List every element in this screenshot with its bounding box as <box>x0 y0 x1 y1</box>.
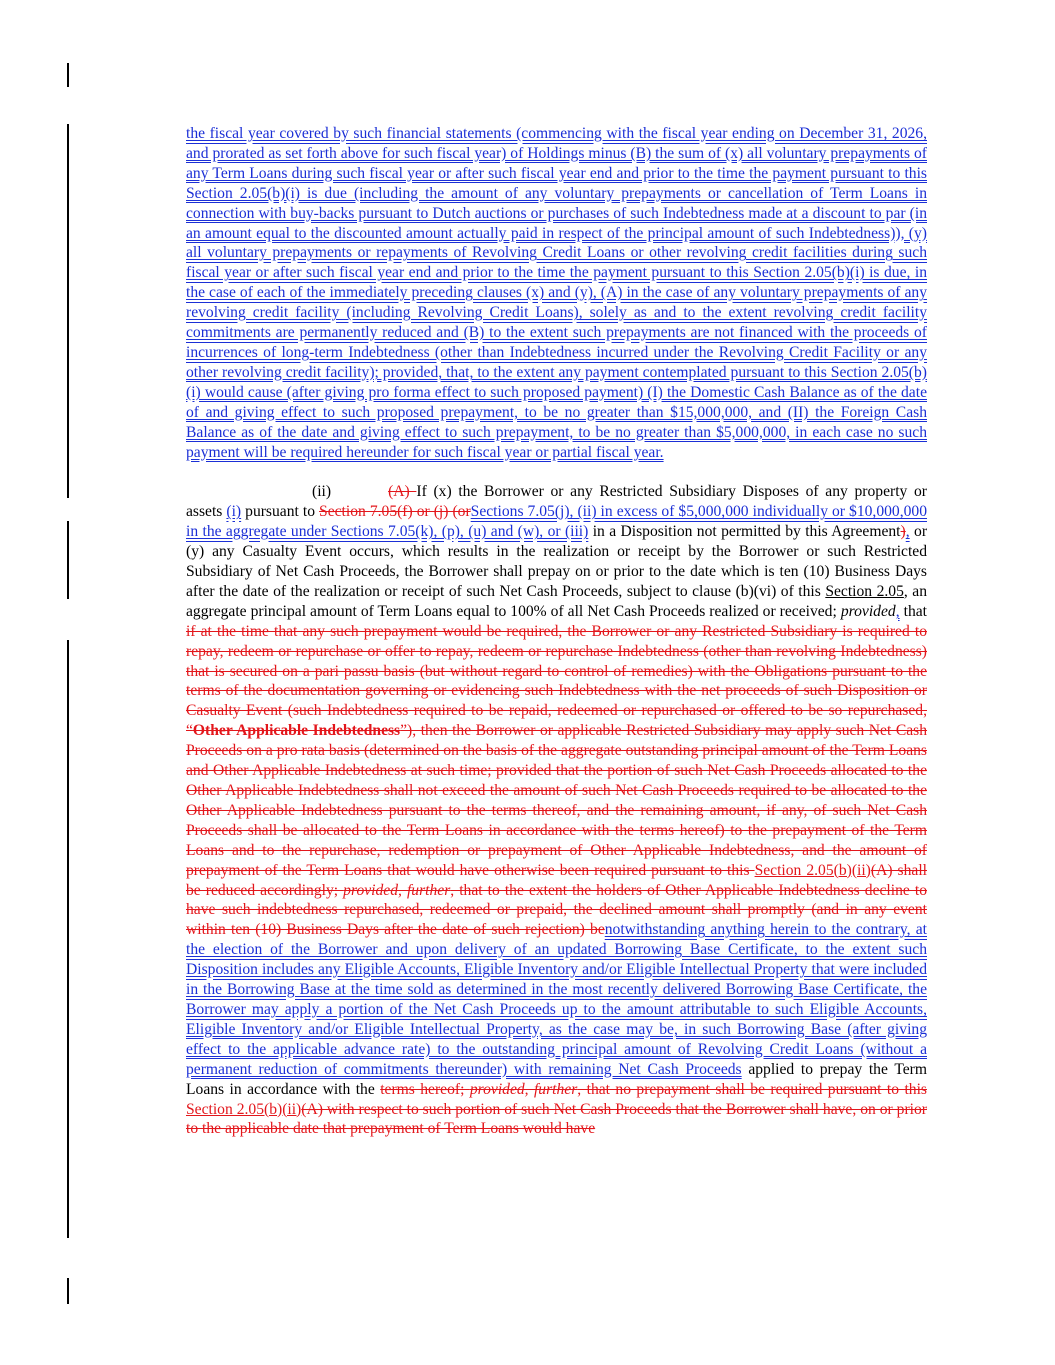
deleted-text: if at the time that any such prepayment would be required, the Borrower or any Restricted Subsidiary is required to repay, redeem or repurchase or offer to repay, redeem or repurchase Indebtedness (other than revolving Indebtedness) that is secured on a pari passu basis (but without regard to control of remedies) with the Obligations pursuant to the terms of the documentation governing or evidencing such Indebtedness with the net proceeds of such Disposition or Casualty Event (such Indebtedness required to be repaid, redeemed or repurchased or offered to be so repurchased, “ <box>186 622 927 740</box>
deleted-text: ) <box>900 523 906 541</box>
body-text: or (y) any Casualty Event occurs, which results in the realization or receipt by the Borrower or such Restricted Subsidiary of Net Cash Proceeds, the Borrower shall prepay on or prior to the date which is ten (10) Business Days after the date of the realization or receipt of such Net Cash Proceeds, subject to clause (b)(vi) of this <box>186 523 928 600</box>
deleted-text: (A) shall be reduced accordingly; <box>186 861 927 899</box>
deleted-text: (A) with respect to such portion of such Net Cash Proceeds that the Borrower shall have, on or prior to the applicable date that prepayment of Term Loans would have <box>186 1100 927 1138</box>
deleted-text: Section 7.05(f) or (j) (or <box>319 503 471 521</box>
body-text: pursuant to <box>241 503 320 521</box>
body-text: that <box>899 602 927 620</box>
deleted-text: , that no prepayment shall be required pursuant to this <box>577 1080 927 1098</box>
inserted-text: Sections 7.05(j), (ii) in excess of $5,000,000 individually or $10,000,000 in the aggregate under Sections 7.05(k), (p), (u) and (w), or (iii) <box>186 503 927 541</box>
deleted-italic-term: provided, further <box>343 881 451 899</box>
document-body <box>186 124 927 1139</box>
clause-label: (ii) <box>312 483 332 501</box>
inserted-text: (i) <box>226 503 242 521</box>
change-bar <box>67 640 69 1238</box>
change-bar <box>67 124 69 498</box>
inserted-text: , <box>895 602 900 620</box>
body-text: applied to prepay the Term Loans in accordance with the <box>186 1060 927 1098</box>
deleted-text: terms hereof; <box>380 1080 470 1098</box>
body-text: If (x) the Borrower or any Restricted Subsidiary Disposes of any property or assets <box>186 483 927 521</box>
body-text: in a Disposition not permitted by this Agreement <box>588 523 901 541</box>
section-reference: Section 2.05 <box>825 582 904 600</box>
deleted-text: , that to the extent the holders of Other Applicable Indebtedness decline to have such indebtedness repurchased, redeemed or prepaid, the declined amount shall promptly (and in any event within ten (10) Business Days after the date of such rejection) be <box>186 881 927 939</box>
deleted-text: ”), then the Borrower or applicable Restricted Subsidiary may apply such Net Cash Proceeds on a pro rata basis (determined on the basis of the aggregate outstanding principal amount of the Term Loans and Other Applicable Indebtedness at such time; provided that the portion of such Net Cash Proceeds allocated to the Other Applicable Indebtedness shall not exceed the amount of such Net Cash Proceeds required to be allocated to the Other Applicable Indebtedness pursuant to the terms thereof, and the remaining amount, if any, of such Net Cash Proceeds shall be allocated to the Term Loans in accordance with the terms hereof) to the prepayment of the Term Loans and to the repurchase, redemption or prepayment of Other Applicable Indebtedness, and the amount of prepayment of the Term Loans that would have otherwise been required pursuant to this <box>186 722 928 879</box>
change-bar <box>67 1278 69 1304</box>
inserted-text: notwithstanding anything herein to the contrary, at the election of the Borrower and upon delivery of an updated Borrowing Base Certificate, to the extent such Disposition includes any Eligible Accounts, Eligible Inventory and/or Eligible Intellectual Property that were included in the Borrowing Base at the time sold as determined in the most recently delivered Borrowing Base Certificate, the Borrower may apply a portion of the Net Cash Proceeds up to the amount attributable to such Eligible Accounts, Eligible Inventory and/or Eligible Intellectual Property, as the case may be, in such Borrowing Base (after giving effect to the applicable advance rate) to the outstanding principal amount of Revolving Credit Loans (without a permanent reduction of commitments thereunder) with remaining Net Cash Proceeds <box>186 921 927 1078</box>
body-text: , an aggregate principal amount of Term Loans equal to 100% of all Net Cash Proceeds realized or received; <box>186 582 928 620</box>
paragraph-excess-cash-flow <box>186 124 927 462</box>
inserted-text: , <box>905 523 910 541</box>
change-bar <box>67 63 69 87</box>
change-bar <box>67 521 69 599</box>
deleted-italic-term: provided, further <box>469 1080 578 1098</box>
deleted-section-reference: Section 2.05(b)(ii) <box>754 861 871 879</box>
deleted-defined-term: Other Applicable Indebtedness <box>192 722 401 740</box>
paragraph-spacer <box>186 462 927 482</box>
italic-term: provided <box>840 602 896 620</box>
inserted-text: the fiscal year covered by such financial statements (commencing with the fiscal year ending on December 31, 2026, and prorated as set forth above for such fiscal year) of Holdings minus (B) the sum of (x) all voluntary prepayments of any Term Loans during such fiscal year or after such fiscal year end and prior to the time the payment pursuant to this Section 2.05(b)(i) is due (including the amount of any voluntary prepayments or cancellation of Term Loans in connection with buy-backs pursuant to Dutch auctions or purchases of such Indebtedness made at a discount to par (in an amount equal to the discounted amount actually paid in respect of the principal amount of such Indebtedness)), (y) all voluntary prepayments or repayments of Revolving Credit Loans or other revolving credit facilities during such fiscal year or after such fiscal year end and prior to the time the payment pursuant to this Section 2.05(b)(i) is due, in the case of each of the immediately preceding clauses (x) and (y), (A) in the case of any voluntary prepayments of any revolving credit facility (including Revolving Credit Loans), solely as and to the extent revolving credit facility commitments are permanently reduced and (B) to the extent such prepayments are not financed with the proceeds of incurrences of long-term Indebtedness (other than Indebtedness incurred under the Revolving Credit Facility or any other revolving credit facility); provided, that, to the extent any payment contemplated pursuant to this Section 2.05(b)(i) would cause (after giving pro forma effect to such proposed payment) (I) the Domestic Cash Balance as of the date of and giving effect to such proposed prepayment, to be no greater than $15,000,000, and (II) the Foreign Cash Balance as of the date and giving effect to such prepayment, to be no greater than $5,000,000, in each case no such payment will be required hereunder for such fiscal year or partial fiscal year. <box>186 125 927 461</box>
deleted-section-reference: Section 2.05(b)(ii) <box>186 1100 302 1118</box>
deleted-text: (A) <box>388 483 417 501</box>
paragraph-dispositions <box>186 482 927 1139</box>
